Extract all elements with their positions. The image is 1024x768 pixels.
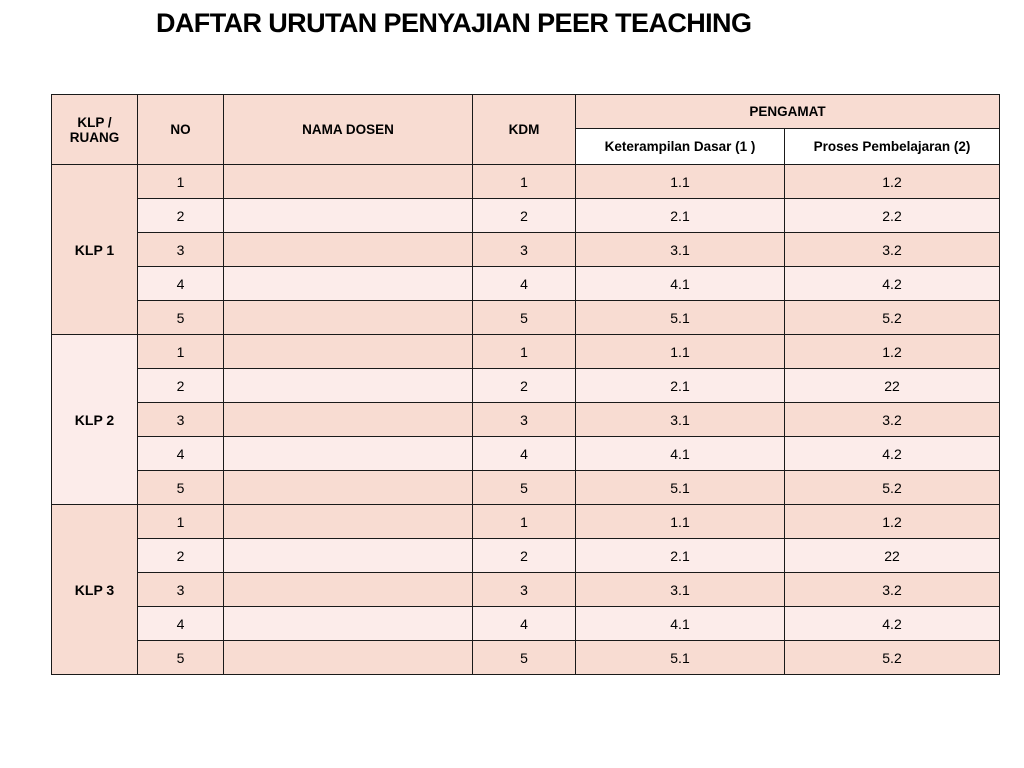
cell-no: 4 xyxy=(138,267,224,301)
page-title: DAFTAR URUTAN PENYAJIAN PEER TEACHING xyxy=(156,8,752,38)
cell-keterampilan-dasar: 1.1 xyxy=(576,165,785,199)
cell-nama-dosen xyxy=(224,301,473,335)
cell-kdm: 1 xyxy=(473,165,576,199)
cell-kdm: 3 xyxy=(473,233,576,267)
cell-kdm: 1 xyxy=(473,505,576,539)
table-row xyxy=(52,335,1000,369)
table-body xyxy=(52,165,1000,675)
cell-proses-pembelajaran: 3.2 xyxy=(785,233,1000,267)
table-row xyxy=(52,403,1000,437)
header-klp-ruang xyxy=(52,95,138,165)
header-klp-ruang-line2: RUANG xyxy=(69,129,120,145)
header-keterampilan-dasar: Keterampilan Dasar (1 ) xyxy=(576,129,785,165)
cell-no: 2 xyxy=(138,369,224,403)
cell-proses-pembelajaran: 5.2 xyxy=(785,641,1000,675)
cell-kdm: 2 xyxy=(473,539,576,573)
table-row xyxy=(52,505,1000,539)
cell-proses-pembelajaran: 22 xyxy=(785,369,1000,403)
cell-kdm: 4 xyxy=(473,267,576,301)
cell-nama-dosen xyxy=(224,471,473,505)
cell-keterampilan-dasar: 5.1 xyxy=(576,641,785,675)
cell-kdm: 3 xyxy=(473,573,576,607)
table-row xyxy=(52,539,1000,573)
cell-keterampilan-dasar: 3.1 xyxy=(576,573,785,607)
cell-no: 2 xyxy=(138,199,224,233)
cell-no: 3 xyxy=(138,403,224,437)
table-row xyxy=(52,165,1000,199)
group-label: KLP 2 xyxy=(52,335,138,505)
header-pengamat: PENGAMAT xyxy=(576,95,1000,129)
table-row xyxy=(52,641,1000,675)
cell-proses-pembelajaran: 3.2 xyxy=(785,573,1000,607)
table-header xyxy=(52,95,1000,165)
cell-keterampilan-dasar: 2.1 xyxy=(576,539,785,573)
group-label: KLP 3 xyxy=(52,505,138,675)
table-row xyxy=(52,437,1000,471)
cell-kdm: 4 xyxy=(473,607,576,641)
cell-kdm: 5 xyxy=(473,641,576,675)
cell-keterampilan-dasar: 5.1 xyxy=(576,301,785,335)
header-klp-ruang-line1: KLP / xyxy=(77,114,112,130)
cell-proses-pembelajaran: 5.2 xyxy=(785,301,1000,335)
table-row xyxy=(52,573,1000,607)
cell-no: 1 xyxy=(138,335,224,369)
cell-keterampilan-dasar: 2.1 xyxy=(576,369,785,403)
cell-keterampilan-dasar: 1.1 xyxy=(576,335,785,369)
cell-keterampilan-dasar: 4.1 xyxy=(576,267,785,301)
cell-nama-dosen xyxy=(224,165,473,199)
group-label: KLP 1 xyxy=(52,165,138,335)
cell-nama-dosen xyxy=(224,403,473,437)
cell-keterampilan-dasar: 4.1 xyxy=(576,607,785,641)
table-row xyxy=(52,301,1000,335)
cell-nama-dosen xyxy=(224,199,473,233)
table-row xyxy=(52,471,1000,505)
cell-proses-pembelajaran: 4.2 xyxy=(785,607,1000,641)
cell-nama-dosen xyxy=(224,607,473,641)
header-no: NO xyxy=(138,95,224,165)
cell-nama-dosen xyxy=(224,233,473,267)
cell-kdm: 2 xyxy=(473,199,576,233)
header-nama-dosen: NAMA DOSEN xyxy=(224,95,473,165)
header-kdm: KDM xyxy=(473,95,576,165)
cell-kdm: 5 xyxy=(473,471,576,505)
cell-keterampilan-dasar: 2.1 xyxy=(576,199,785,233)
cell-proses-pembelajaran: 4.2 xyxy=(785,437,1000,471)
table-row xyxy=(52,233,1000,267)
cell-no: 5 xyxy=(138,471,224,505)
cell-proses-pembelajaran: 22 xyxy=(785,539,1000,573)
cell-nama-dosen xyxy=(224,641,473,675)
cell-kdm: 4 xyxy=(473,437,576,471)
cell-kdm: 2 xyxy=(473,369,576,403)
cell-keterampilan-dasar: 5.1 xyxy=(576,471,785,505)
table-row xyxy=(52,369,1000,403)
cell-nama-dosen xyxy=(224,335,473,369)
cell-proses-pembelajaran: 2.2 xyxy=(785,199,1000,233)
cell-keterampilan-dasar: 3.1 xyxy=(576,233,785,267)
cell-kdm: 1 xyxy=(473,335,576,369)
cell-no: 4 xyxy=(138,607,224,641)
cell-proses-pembelajaran: 1.2 xyxy=(785,335,1000,369)
cell-keterampilan-dasar: 4.1 xyxy=(576,437,785,471)
cell-no: 3 xyxy=(138,233,224,267)
cell-no: 5 xyxy=(138,301,224,335)
cell-nama-dosen xyxy=(224,437,473,471)
cell-nama-dosen xyxy=(224,539,473,573)
cell-nama-dosen xyxy=(224,369,473,403)
cell-no: 1 xyxy=(138,505,224,539)
header-proses-pembelajaran: Proses Pembelajaran (2) xyxy=(785,129,1000,165)
cell-no: 4 xyxy=(138,437,224,471)
cell-no: 2 xyxy=(138,539,224,573)
cell-nama-dosen xyxy=(224,267,473,301)
cell-no: 1 xyxy=(138,165,224,199)
cell-nama-dosen xyxy=(224,505,473,539)
cell-proses-pembelajaran: 4.2 xyxy=(785,267,1000,301)
cell-no: 5 xyxy=(138,641,224,675)
table-row xyxy=(52,267,1000,301)
cell-proses-pembelajaran: 3.2 xyxy=(785,403,1000,437)
cell-keterampilan-dasar: 1.1 xyxy=(576,505,785,539)
cell-proses-pembelajaran: 1.2 xyxy=(785,165,1000,199)
cell-keterampilan-dasar: 3.1 xyxy=(576,403,785,437)
cell-kdm: 3 xyxy=(473,403,576,437)
table-row xyxy=(52,607,1000,641)
cell-nama-dosen xyxy=(224,573,473,607)
peer-teaching-table xyxy=(51,94,1000,675)
cell-no: 3 xyxy=(138,573,224,607)
table-row xyxy=(52,199,1000,233)
cell-proses-pembelajaran: 5.2 xyxy=(785,471,1000,505)
cell-kdm: 5 xyxy=(473,301,576,335)
cell-proses-pembelajaran: 1.2 xyxy=(785,505,1000,539)
